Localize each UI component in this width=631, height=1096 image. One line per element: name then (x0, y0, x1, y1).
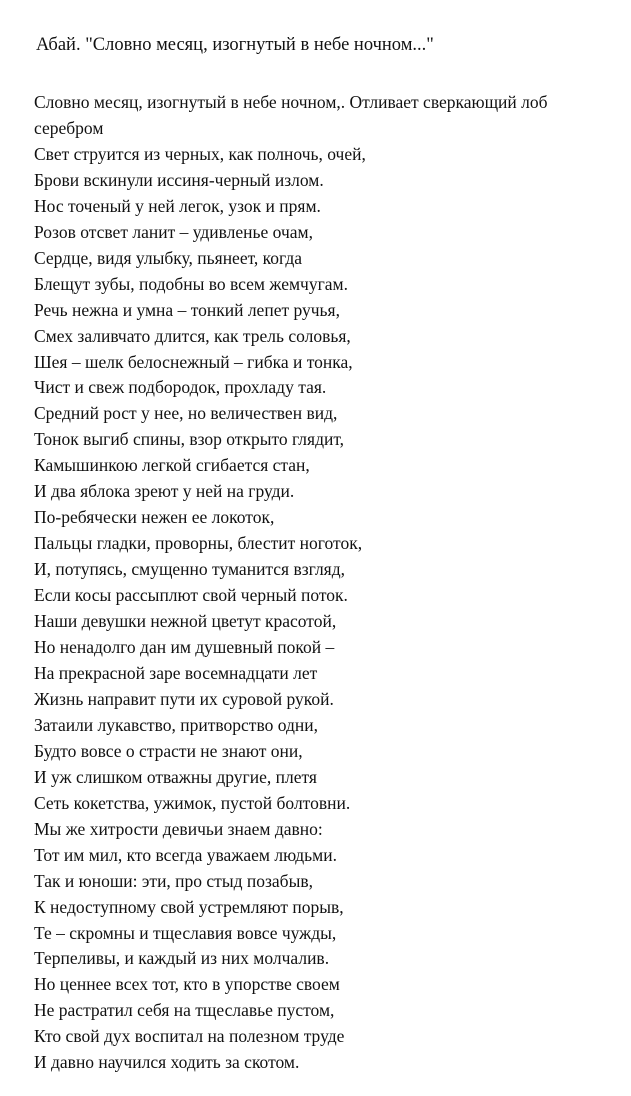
poem-line: Нос точеный у ней легок, узок и прям. (34, 195, 321, 216)
poem-line: Но ненадолго дан им душевный покой – (34, 637, 335, 658)
poem-line: Кто свой дух воспитал на полезном труде (34, 1026, 345, 1047)
poem-line: Жизнь направит пути их суровой рукой. (34, 688, 334, 709)
poem-title: Абай. "Словно месяц, изогнутый в небе ночном..." (36, 35, 434, 55)
poem-line: Затаили лукавство, притворство одни, (34, 714, 318, 735)
poem-line: Средний рост у нее, но величествен вид, (34, 403, 338, 424)
poem-line: К недоступному свой устремляют порыв, (34, 896, 344, 917)
poem-line: Если косы рассыплют свой черный поток. (34, 585, 348, 606)
poem-line: Терпеливы, и каждый из них молчалив. (34, 948, 330, 969)
poem-line: На прекрасной заре восемнадцати лет (34, 662, 318, 683)
poem-line: Розов отсвет ланит – удивленье очам, (34, 221, 313, 242)
poem-line: И два яблока зреют у ней на груди. (34, 481, 295, 502)
poem-line: И, потупясь, смущенно туманится взгляд, (34, 559, 346, 580)
poem-line: Свет струится из черных, как полночь, очей, (34, 143, 366, 164)
poem-line: По-ребячески нежен ее локоток, (34, 507, 275, 528)
poem-line: И уж слишком отважны другие, плетя (34, 766, 317, 787)
poem-line: Те – скромны и тщеславия вовсе чужды, (34, 922, 337, 943)
poem-line: Смех заливчато длится, как трель соловья, (34, 325, 351, 346)
poem-line: Сердце, видя улыбку, пьянеет, когда (34, 247, 303, 268)
poem-body (34, 90, 604, 1076)
poem-line: Сеть кокетства, ужимок, пустой болтовни. (34, 792, 351, 813)
poem-line: Будто вовсе о страсти не знают они, (34, 740, 303, 761)
poem-line: Но ценнее всех тот, кто в упорстве своем (34, 974, 340, 995)
poem-line: Чист и свеж подбородок, прохладу тая. (34, 377, 327, 398)
poem-line: Словно месяц, изогнутый в небе ночном,. Отливает сверкающий лоб серебром (34, 92, 548, 138)
poem-line: Речь нежна и умна – тонкий лепет ручья, (34, 299, 340, 320)
poem-line: Так и юноши: эти, про стыд позабыв, (34, 870, 313, 891)
poem-line: И давно научился ходить за скотом. (34, 1052, 300, 1073)
poem-line: Не растратил себя на тщеславье пустом, (34, 1000, 335, 1021)
poem-line: Мы же хитрости девичьи знаем давно: (34, 818, 323, 839)
poem-line: Наши девушки нежной цветут красотой, (34, 611, 337, 632)
poem-line: Брови вскинули иссиня-черный излом. (34, 169, 324, 190)
poem-line: Тот им мил, кто всегда уважаем людьми. (34, 844, 337, 865)
poem-line: Тонок выгиб спины, взор открыто глядит, (34, 429, 345, 450)
poem-line: Камышинкою легкой сгибается стан, (34, 455, 310, 476)
poem-line: Шея – шелк белоснежный – гибка и тонка, (34, 351, 353, 372)
poem-line: Блещут зубы, подобны во всем жемчугам. (34, 273, 348, 294)
poem-line: Пальцы гладки, проворны, блестит ноготок, (34, 533, 363, 554)
